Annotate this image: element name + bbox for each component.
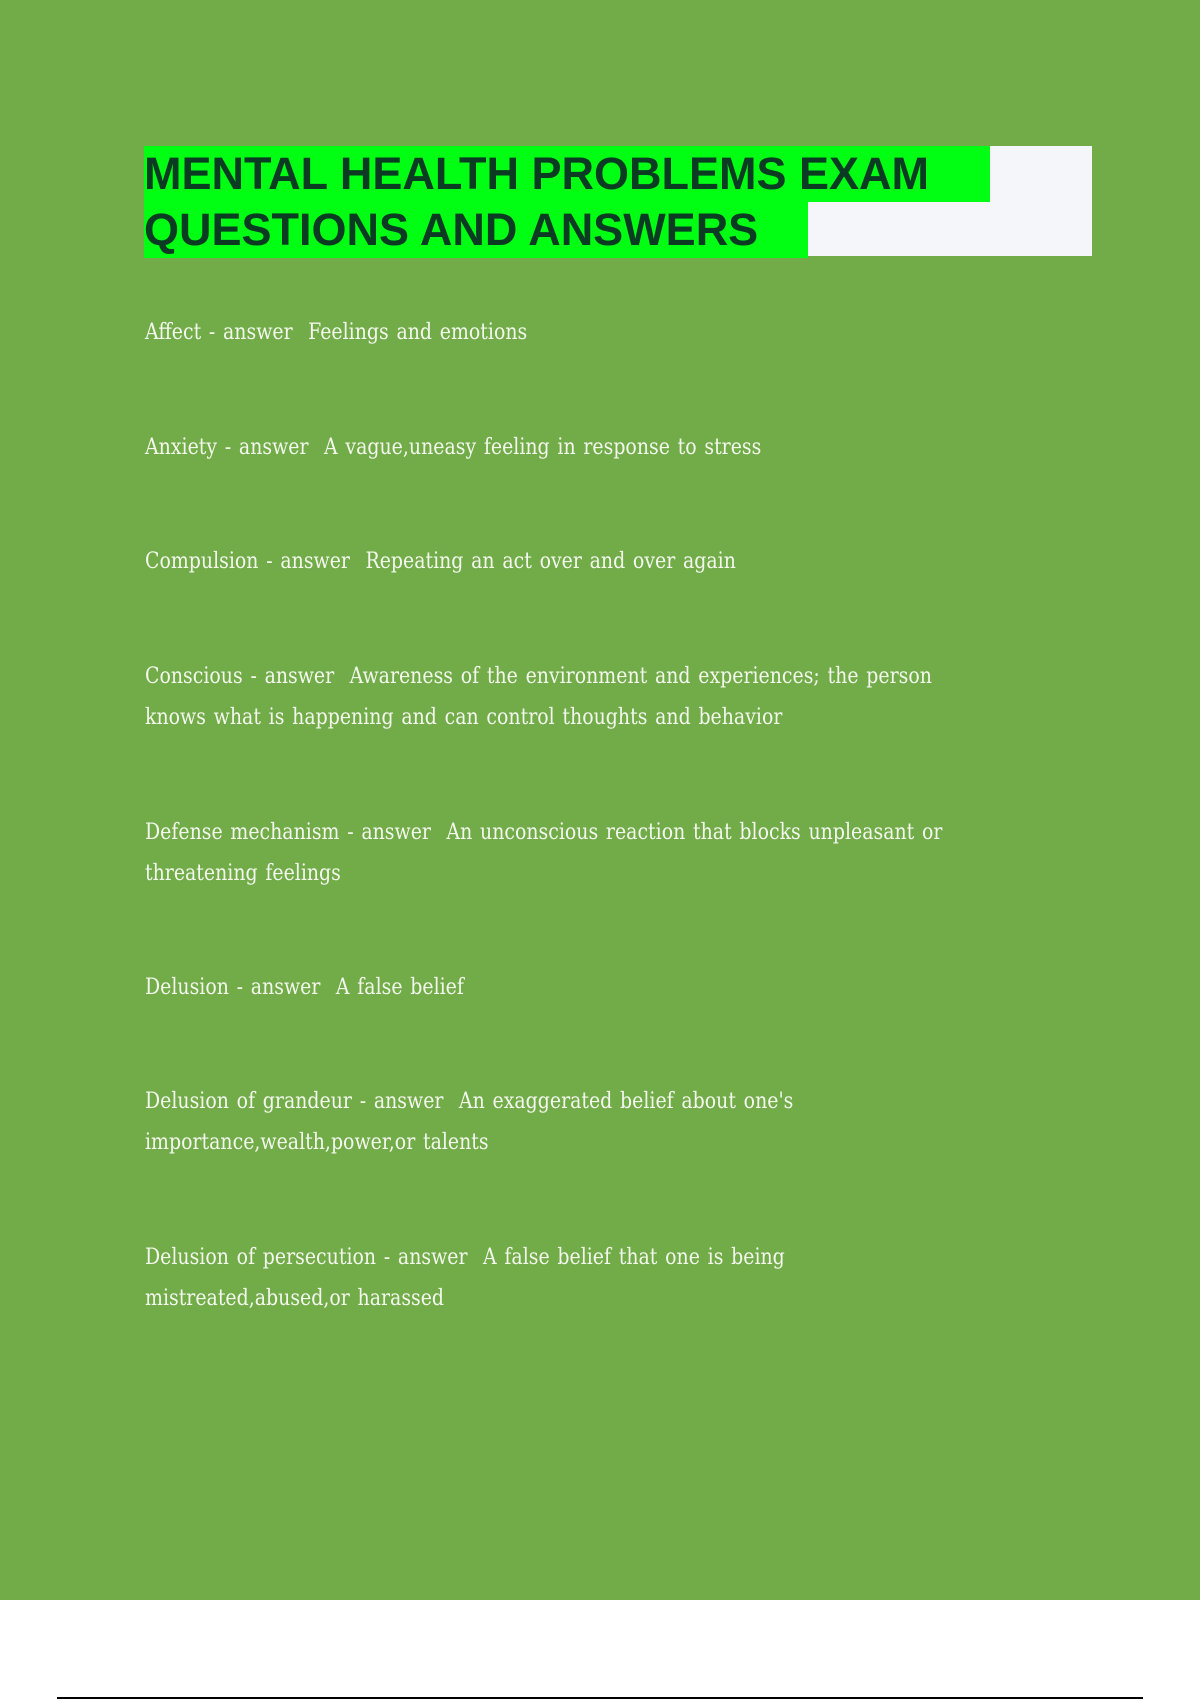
entry-separator: - answer	[201, 320, 309, 345]
entry-definition: Awareness of the environment and experiences; the person knows what is happening and can control thoughts and behavior	[145, 664, 932, 730]
entry-separator: - answer	[258, 549, 366, 574]
entry-definition: A false belief that one is being mistreated,abused,or harassed	[145, 1245, 785, 1311]
entry-separator: - answer	[351, 1089, 459, 1114]
entry-definition: Repeating an act over and over again	[365, 549, 736, 574]
entry-term: Defense mechanism	[145, 820, 340, 845]
qa-entry	[145, 427, 945, 468]
entry-definition: Feelings and emotions	[308, 320, 528, 345]
entry-separator: - answer	[376, 1245, 484, 1270]
entry-term: Delusion	[145, 975, 229, 1000]
document-title-line-1: MENTAL HEALTH PROBLEMS EXAM	[144, 146, 990, 202]
entry-term: Conscious	[145, 664, 243, 689]
document-title-line-2: QUESTIONS AND ANSWERS	[144, 202, 808, 258]
qa-entry	[145, 812, 945, 894]
qa-entry	[145, 1081, 945, 1163]
entry-term: Anxiety	[145, 435, 218, 460]
entry-definition: An unconscious reaction that blocks unpleasant or threatening feelings	[145, 820, 943, 886]
entry-definition: A false belief	[335, 975, 464, 1000]
entry-definition: A vague,uneasy feeling in response to stress	[324, 435, 762, 460]
qa-entry	[145, 1237, 945, 1319]
entry-separator: - answer	[242, 664, 350, 689]
entry-term: Compulsion	[145, 549, 259, 574]
entry-term: Affect	[145, 320, 202, 345]
qa-entry	[145, 541, 945, 582]
entry-separator: - answer	[228, 975, 336, 1000]
entry-term: Delusion of persecution	[145, 1245, 377, 1270]
entry-separator: - answer	[339, 820, 447, 845]
footer-divider	[57, 1697, 1143, 1699]
qa-entry	[145, 312, 945, 353]
entry-separator: - answer	[217, 435, 325, 460]
entry-term: Delusion of grandeur	[145, 1089, 352, 1114]
qa-entry	[145, 967, 945, 1008]
qa-entry	[145, 656, 945, 738]
entry-definition: An exaggerated belief about one's importance,wealth,power,or talents	[145, 1089, 794, 1155]
